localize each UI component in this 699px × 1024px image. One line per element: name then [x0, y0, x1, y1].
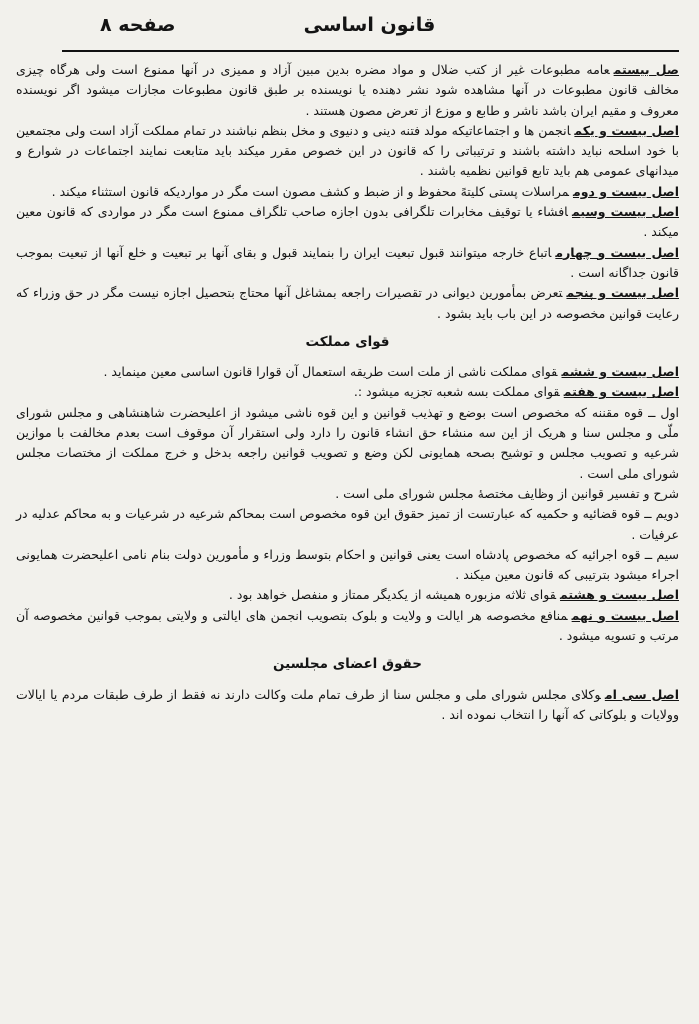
article-27	[16, 382, 679, 402]
article-label: اصل بیست و هشتم	[560, 587, 679, 603]
document-body	[16, 60, 679, 725]
article-label: صل بیستم	[613, 62, 679, 77]
article-text: منافع مخصوصه هر ایالت و ولایت و بلوک بتصویب انجمن های ایالتی و ولایتی بموجب قوانین مخصوصه آن مرتب و تسویه میشود .	[16, 607, 679, 644]
article-text: انجمن ها و اجتماعاتیکه مولد فتنه دینی و دنیوی و مخل بنظم نباشند در تمام مملکت آزاد است ولی مجتمعین با خود اسلحه نباید داشته باشند و ترتیباتی را که قانون در این خصوص مقرر میکند باید متابعت نمایند اجتماعات در شوارع و میدانهای عمومی هم باید تابع قوانین نظمیه باشند .	[16, 122, 679, 179]
page-number: صفحه ۸	[100, 14, 176, 36]
article-20	[16, 60, 679, 121]
page-header	[60, 14, 679, 44]
article-text: اتباع خارجه میتوانند قبول تبعیت ایران را بنمایند قبول و بقای آنها بر تبعیت و خلع آنها از تبعیت بموجب قانون جداگانه است .	[16, 244, 679, 280]
article-label: اصل بیست و یکم	[574, 122, 680, 138]
clause-judicial: دویم ــ قوه قضائیه و حکمیه که عبارتست از تمیز حقوق این قوه مخصوص است بمحاکم شرعیه در شرعیات و به محاکم عدلیه در عرفیات .	[16, 506, 679, 542]
article-text: قوای ثلاثه مزبوره همیشه از یکدیگر ممتاز و منفصل خواهد بود .	[228, 587, 557, 603]
article-label: اصل بیست و پنجم	[566, 285, 679, 301]
document-title: قانون اساسی	[303, 14, 436, 36]
article-text: مراسلات پستی کلیتهً محفوظ و از ضبط و کشف مصون است مگر در مواردیکه قانون استثناء میکند .	[51, 183, 569, 199]
article-label: اصل بیست و دوم	[572, 183, 679, 199]
header-divider	[62, 50, 679, 52]
article-text: تعرض بمأمورین دیوانی در تقصیرات راجعه بمشاغل آنها محتاج بتحصیل اجازه نیست مگر در حق وزراء که رعایت قوانین مخصوصه در این باب باید بشود .	[16, 285, 679, 321]
article-24	[16, 243, 679, 284]
article-21	[16, 121, 679, 182]
article-22	[16, 182, 679, 202]
clause-interpretation: شرح و تفسیر قوانین از وظایف مختصهٔ مجلس شورای ملی است .	[335, 485, 679, 501]
article-23	[16, 202, 679, 243]
clause-executive: سیم ــ قوه اجرائیه که مخصوص پادشاه است یعنی قوانین و احکام بتوسط وزراء و مأمورین دولت بنام نامی اعلیحضرت همایونی اجراء میشود بترتیبی که قانون معین میکند .	[16, 546, 679, 583]
section-heading-rights: حقوق اعضای مجلسین	[273, 656, 422, 673]
article-28	[16, 585, 679, 605]
article-text: وکلای مجلس شورای ملی و مجلس سنا از طرف تمام ملت وکالت دارند نه فقط از طرف طبقات مردم یا ایالات وولایات و بلوکاتی که آنها را انتخاب نموده اند .	[16, 686, 679, 722]
article-26	[16, 362, 679, 382]
article-text: عامه مطبوعات غیر از کتب ضلال و مواد مضره بدین مبین آزاد و ممیزی در آنها ممنوع است ولی هرگاه چیزی مخالف قانون مطبوعات در آنها مشاهده شود نشر دهنده یا نویسنده بر طبق قانون مطبوعات مجازات میشود اگر نویسنده معروف و مقیم ایران باشد ناشر و طابع و موزع از تعرض مصون هستند .	[16, 62, 679, 118]
article-text: قوای مملکت ناشی از ملت است طریقه استعمال آن قوارا قانون اساسی معین مینماید .	[103, 364, 558, 380]
article-25	[16, 283, 679, 324]
article-label: اصل بیست وسیم	[572, 204, 679, 220]
article-label: اصل بیست و ششم	[561, 364, 679, 380]
article-label: اصل سی ام	[604, 686, 679, 702]
article-label: اصل بیست و چهارم	[555, 244, 679, 260]
article-29	[16, 606, 679, 647]
article-label: اصل بیست و نهم	[571, 607, 679, 623]
article-30	[16, 685, 679, 726]
section-heading-powers: قوای مملکت	[305, 333, 390, 350]
article-text: قوای مملکت بسه شعبه تجزیه میشود :.	[353, 384, 560, 400]
article-text: افشاء یا توقیف مخابرات تلگرافی بدون اجازه صاحب تلگراف ممنوع است مگر در مواردی که قانون معین میکند .	[16, 204, 679, 240]
clause-legislative: اول ــ قوه مقننه که مخصوص است بوضع و تهذیب قوانین و این قوه ناشی میشود از اعلیحضرت شاهنشاهی و مجلس شورای ملّی و مجلس سنا و هریک از این سه منشاء حق انشاء قانون را دارد ولی استقرار آن موقوف است بعدم مخالفت با موازین شرعیه و تصویب مجلس و توشیح بصحه همایونی لکن وضع و تصویب قوانین راجعه بدخل و خرج مملکت از مختصات مجلس شورای ملی است .	[16, 404, 679, 481]
article-label: اصل بیست و هفتم	[563, 384, 679, 400]
